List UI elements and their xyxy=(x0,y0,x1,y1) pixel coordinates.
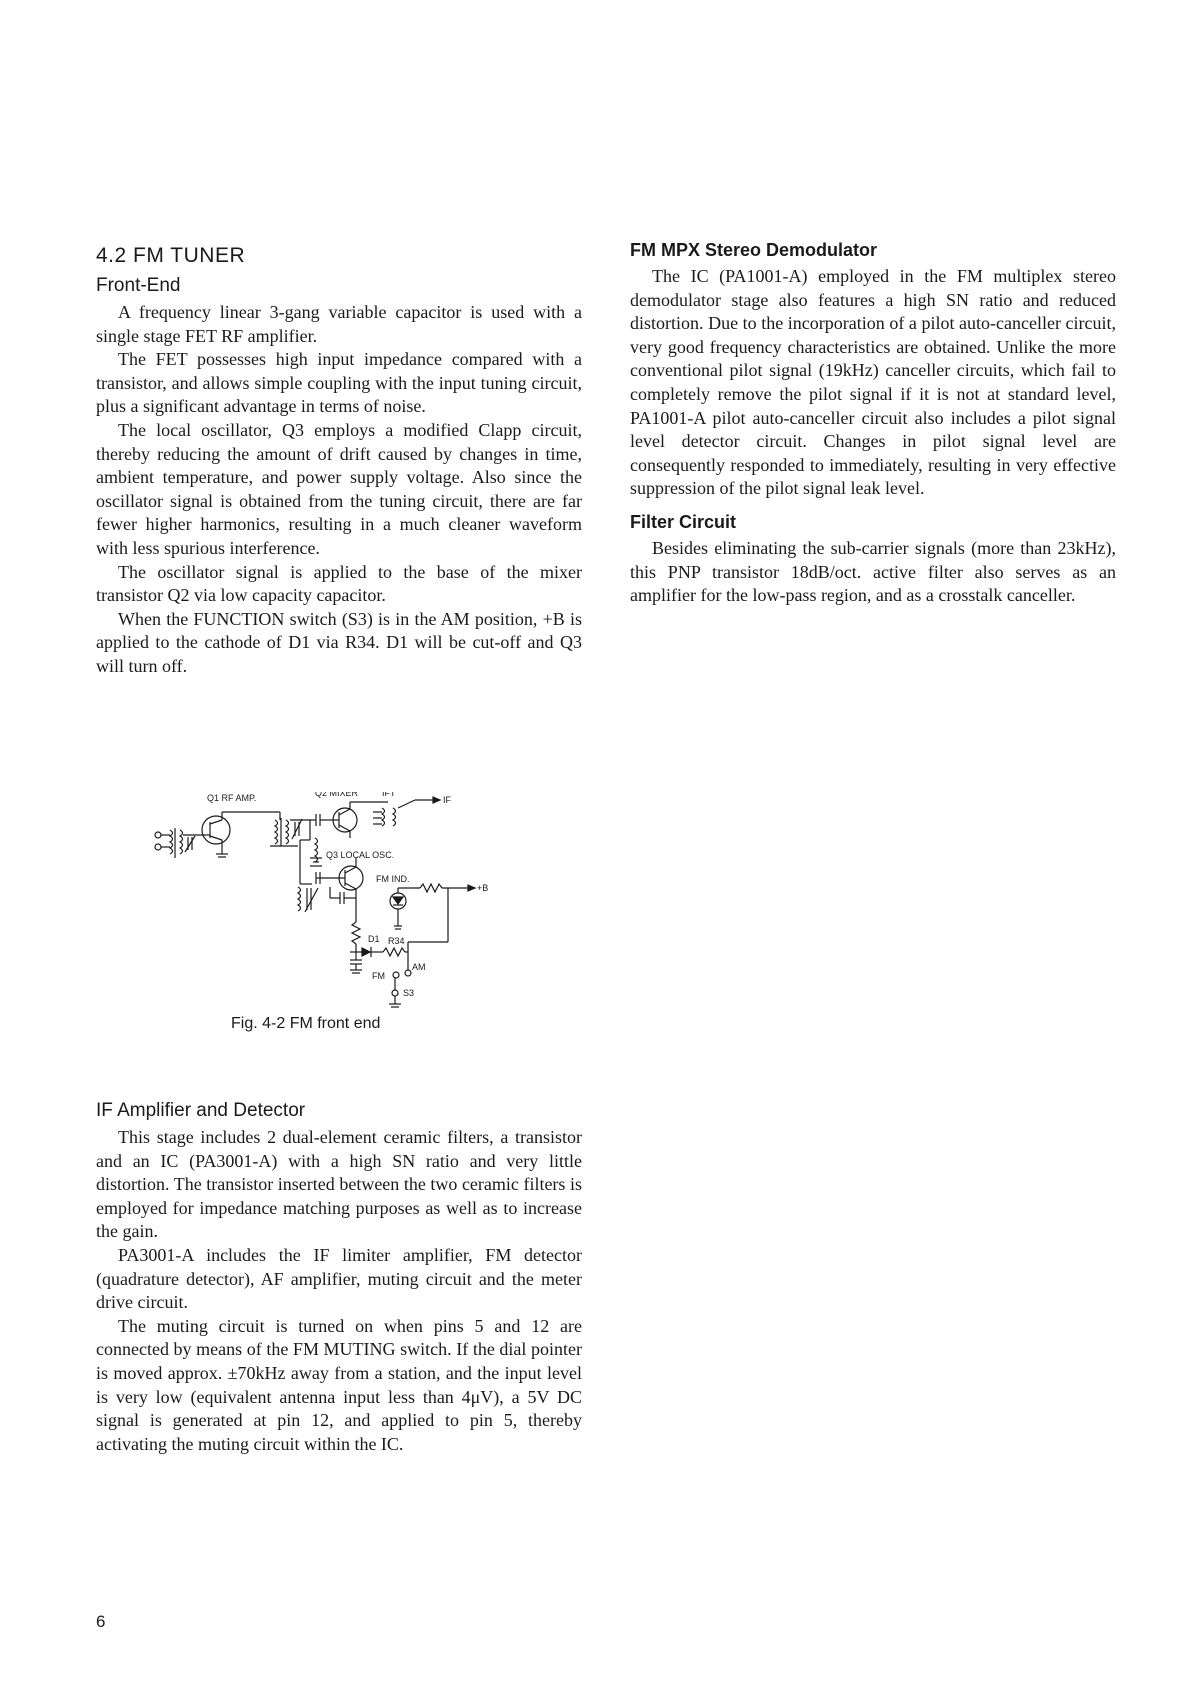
if-output-label: IF xyxy=(443,795,451,805)
front-end-paragraph-1: A frequency linear 3-gang variable capacitor is used with a single stage FET RF amplifier. xyxy=(96,302,582,346)
schematic-drawing xyxy=(150,792,530,1012)
filter-paragraph-1: Besides eliminating the sub-carrier signals (more than 23kHz), this PNP transistor 18dB/oct. active filter also serves as an amplifier for the low-pass region, and as a crosstalk canceller. xyxy=(630,537,1116,606)
ift-label: IFT xyxy=(382,792,396,798)
fm-front-end-schematic xyxy=(150,792,530,1024)
r34-label: R34 xyxy=(388,936,405,946)
q2-label: Q2 MIXER xyxy=(315,792,359,798)
front-end-paragraph-4: The oscillator signal is applied to the base of the mixer transistor Q2 via low capacity capacitor. xyxy=(96,561,582,606)
fm-switch-label: FM xyxy=(372,971,385,981)
if-amp-paragraph-3: The muting circuit is turned on when pins 5 and 12 are connected by means of the FM MUTING switch. If the dial pointer is moved approx. ±70kHz away from a station, and the input level is very low (equivalent antenna input less than 4μV), a 5V DC signal is generated at pin 12, and applied to pin 5, thereby activating the muting circuit within the IC. xyxy=(96,1315,582,1454)
am-switch-label: AM xyxy=(412,962,426,972)
fm-ind-label: FM IND. xyxy=(376,874,410,884)
mpx-column xyxy=(630,238,1116,608)
page-number: 6 xyxy=(96,1612,106,1631)
front-end-paragraph-3: The local oscillator, Q3 employs a modified Clapp circuit, thereby reducing the amount of drift caused by changes in time, ambient temperature, and power supply voltage. Also since the oscillator signal is obtained from the tuning circuit, there are far fewer higher harmonics, resulting in a much cleaner waveform with less spurious interference. xyxy=(96,419,582,558)
s3-label: S3 xyxy=(403,988,415,998)
plus-b-label: +B xyxy=(477,883,489,893)
figure-caption: Fig. 4-2 FM front end xyxy=(231,1015,381,1032)
front-end-paragraph-2: The FET possesses high input impedance compared with a transistor, and allows simple coupling with the input tuning circuit, plus a significant advantage in terms of noise. xyxy=(96,349,582,417)
front-end-paragraph-5: When the FUNCTION switch (S3) is in the AM position, +B is applied to the cathode of D1 via R34. D1 will be cut-off and Q3 will turn off. xyxy=(96,608,582,676)
if-amp-paragraph-2: PA3001-A includes the IF limiter amplifier, FM detector (quadrature detector), AF amplifier, muting circuit and the meter drive circuit. xyxy=(96,1244,582,1313)
q3-label: Q3 LOCAL OSC. xyxy=(326,850,395,860)
mpx-heading: FM MPX Stereo Demodulator xyxy=(630,240,878,260)
q1-label: Q1 RF AMP. xyxy=(207,793,257,803)
filter-heading: Filter Circuit xyxy=(630,511,737,532)
front-end-heading: Front-End xyxy=(96,275,181,296)
front-end-column xyxy=(96,242,582,679)
if-amp-column xyxy=(96,1098,582,1456)
d1-label: D1 xyxy=(368,934,380,944)
mpx-paragraph-1: The IC (PA1001-A) employed in the FM multiplex stereo demodulator stage also features a high SN ratio and reduced distortion. Due to the incorporation of a pilot auto-canceller circuit, very good frequency characteristics are obtained. Unlike the more conventional pilot signal (19kHz) canceller circuits, which fail to completely remove the pilot signal if it is not at standard level, PA1001-A pilot auto-canceller circuit also includes a pilot signal level detector circuit. Changes in pilot signal level are consequently responded to immediately, resulting in very effective suppression of the pilot signal leak level. xyxy=(630,266,1116,499)
section-heading: 4.2 FM TUNER xyxy=(96,244,246,267)
if-amp-heading: IF Amplifier and Detector xyxy=(96,1100,306,1121)
if-amp-paragraph-1: This stage includes 2 dual-element ceramic filters, a transistor and an IC (PA3001-A) with a high SN ratio and very little distortion. The transistor inserted between the two ceramic filters is employed for impedance matching purposes as well as to increase the gain. xyxy=(96,1127,582,1242)
